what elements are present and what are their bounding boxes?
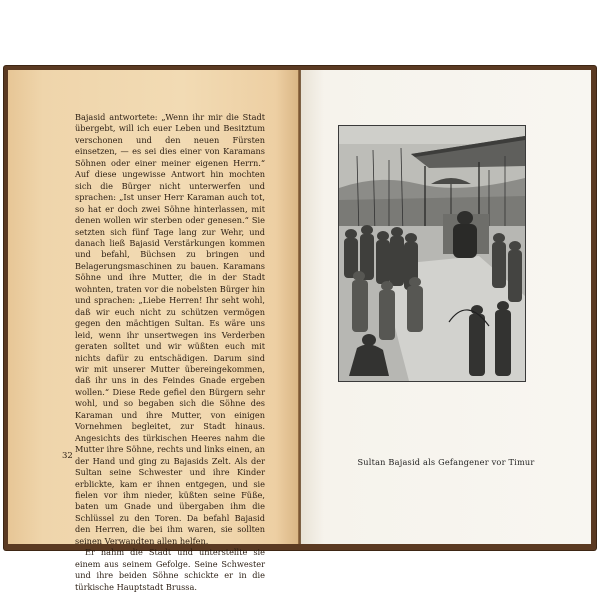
right-page — [301, 70, 591, 544]
body-text — [75, 112, 265, 593]
paragraph-1: Bajasid antwortete: „Wenn ihr mir die Stadt übergebt, will ich euer Leben und Besitztum verschonen und den neuen Fürsten einsetzen, — es sei dies einer von Karamans Söhnen oder einer meiner eigenen Herrn.“ Auf diese ungewisse Antwort hin mochten sich die Bürger nicht unterwerfen und sprachen: „Ist unser Herr Karaman auch tot, so hat er doch zwei Söhne hinterlassen, mit denen wollen wir sterben oder genesen.“ Sie setzten sich fünf Tage lang zur Wehr, und danach ließ Bajasid Verstärkungen kommen und befahl, Büchsen zu bringen und Belagerungsmaschinen zu bauen. Karamans Söhne und ihre Mutter, die in der Stadt wohnten, traten vor die nobelsten Bürger hin und sprachen: „Liebe Herren! Ihr seht wohl, daß wir euch nicht zu schützen vermögen gegen den mächtigen Sultan. Es wäre uns leid, wenn ihr unsertwegen ins Verderben geraten solltet und wir wüßten euch mit nichts dafür zu entschädigen. Darum sind wir mit unserer Mutter übereingekommen, daß ihr uns in des Feindes Gnade ergeben wollen.“ Diese Rede gefiel den Bürgern sehr wohl, und so begaben sich die Söhne des Karaman und ihre Mutter, von einigen Vornehmen begleitet, zur Stadt hinaus. Angesichts des türkischen Heeres nahm die Mutter ihre Söhne, rechts und links einen, an der Hand und ging zu Bajasids Zelt. Als der Sultan seine Schwester und ihre Kinder erblickte, kam er ihnen entgegen, und sie fielen vor ihm nieder, küßten seine Füße, baten um Gnade und übergaben ihm die Schlüssel zu den Toren. Da befahl Bajasid den Herren, die bei ihm waren, sie sollten seinen Verwandten allen helfen. — [75, 112, 265, 546]
page-number: 32 — [62, 451, 73, 461]
paragraph-2: Er nahm die Stadt und unterstellte sie einem aus seinem Gefolge. Seine Schwester und ihre beiden Söhne schickte er in die türkische Hauptstadt Brussa. — [75, 547, 265, 592]
left-page — [8, 70, 299, 592]
open-book — [4, 66, 596, 592]
illustration — [339, 126, 525, 381]
illustration-caption: Sultan Bajasid als Gefangener vor Timur — [357, 457, 535, 467]
illustration-plate — [338, 125, 526, 382]
